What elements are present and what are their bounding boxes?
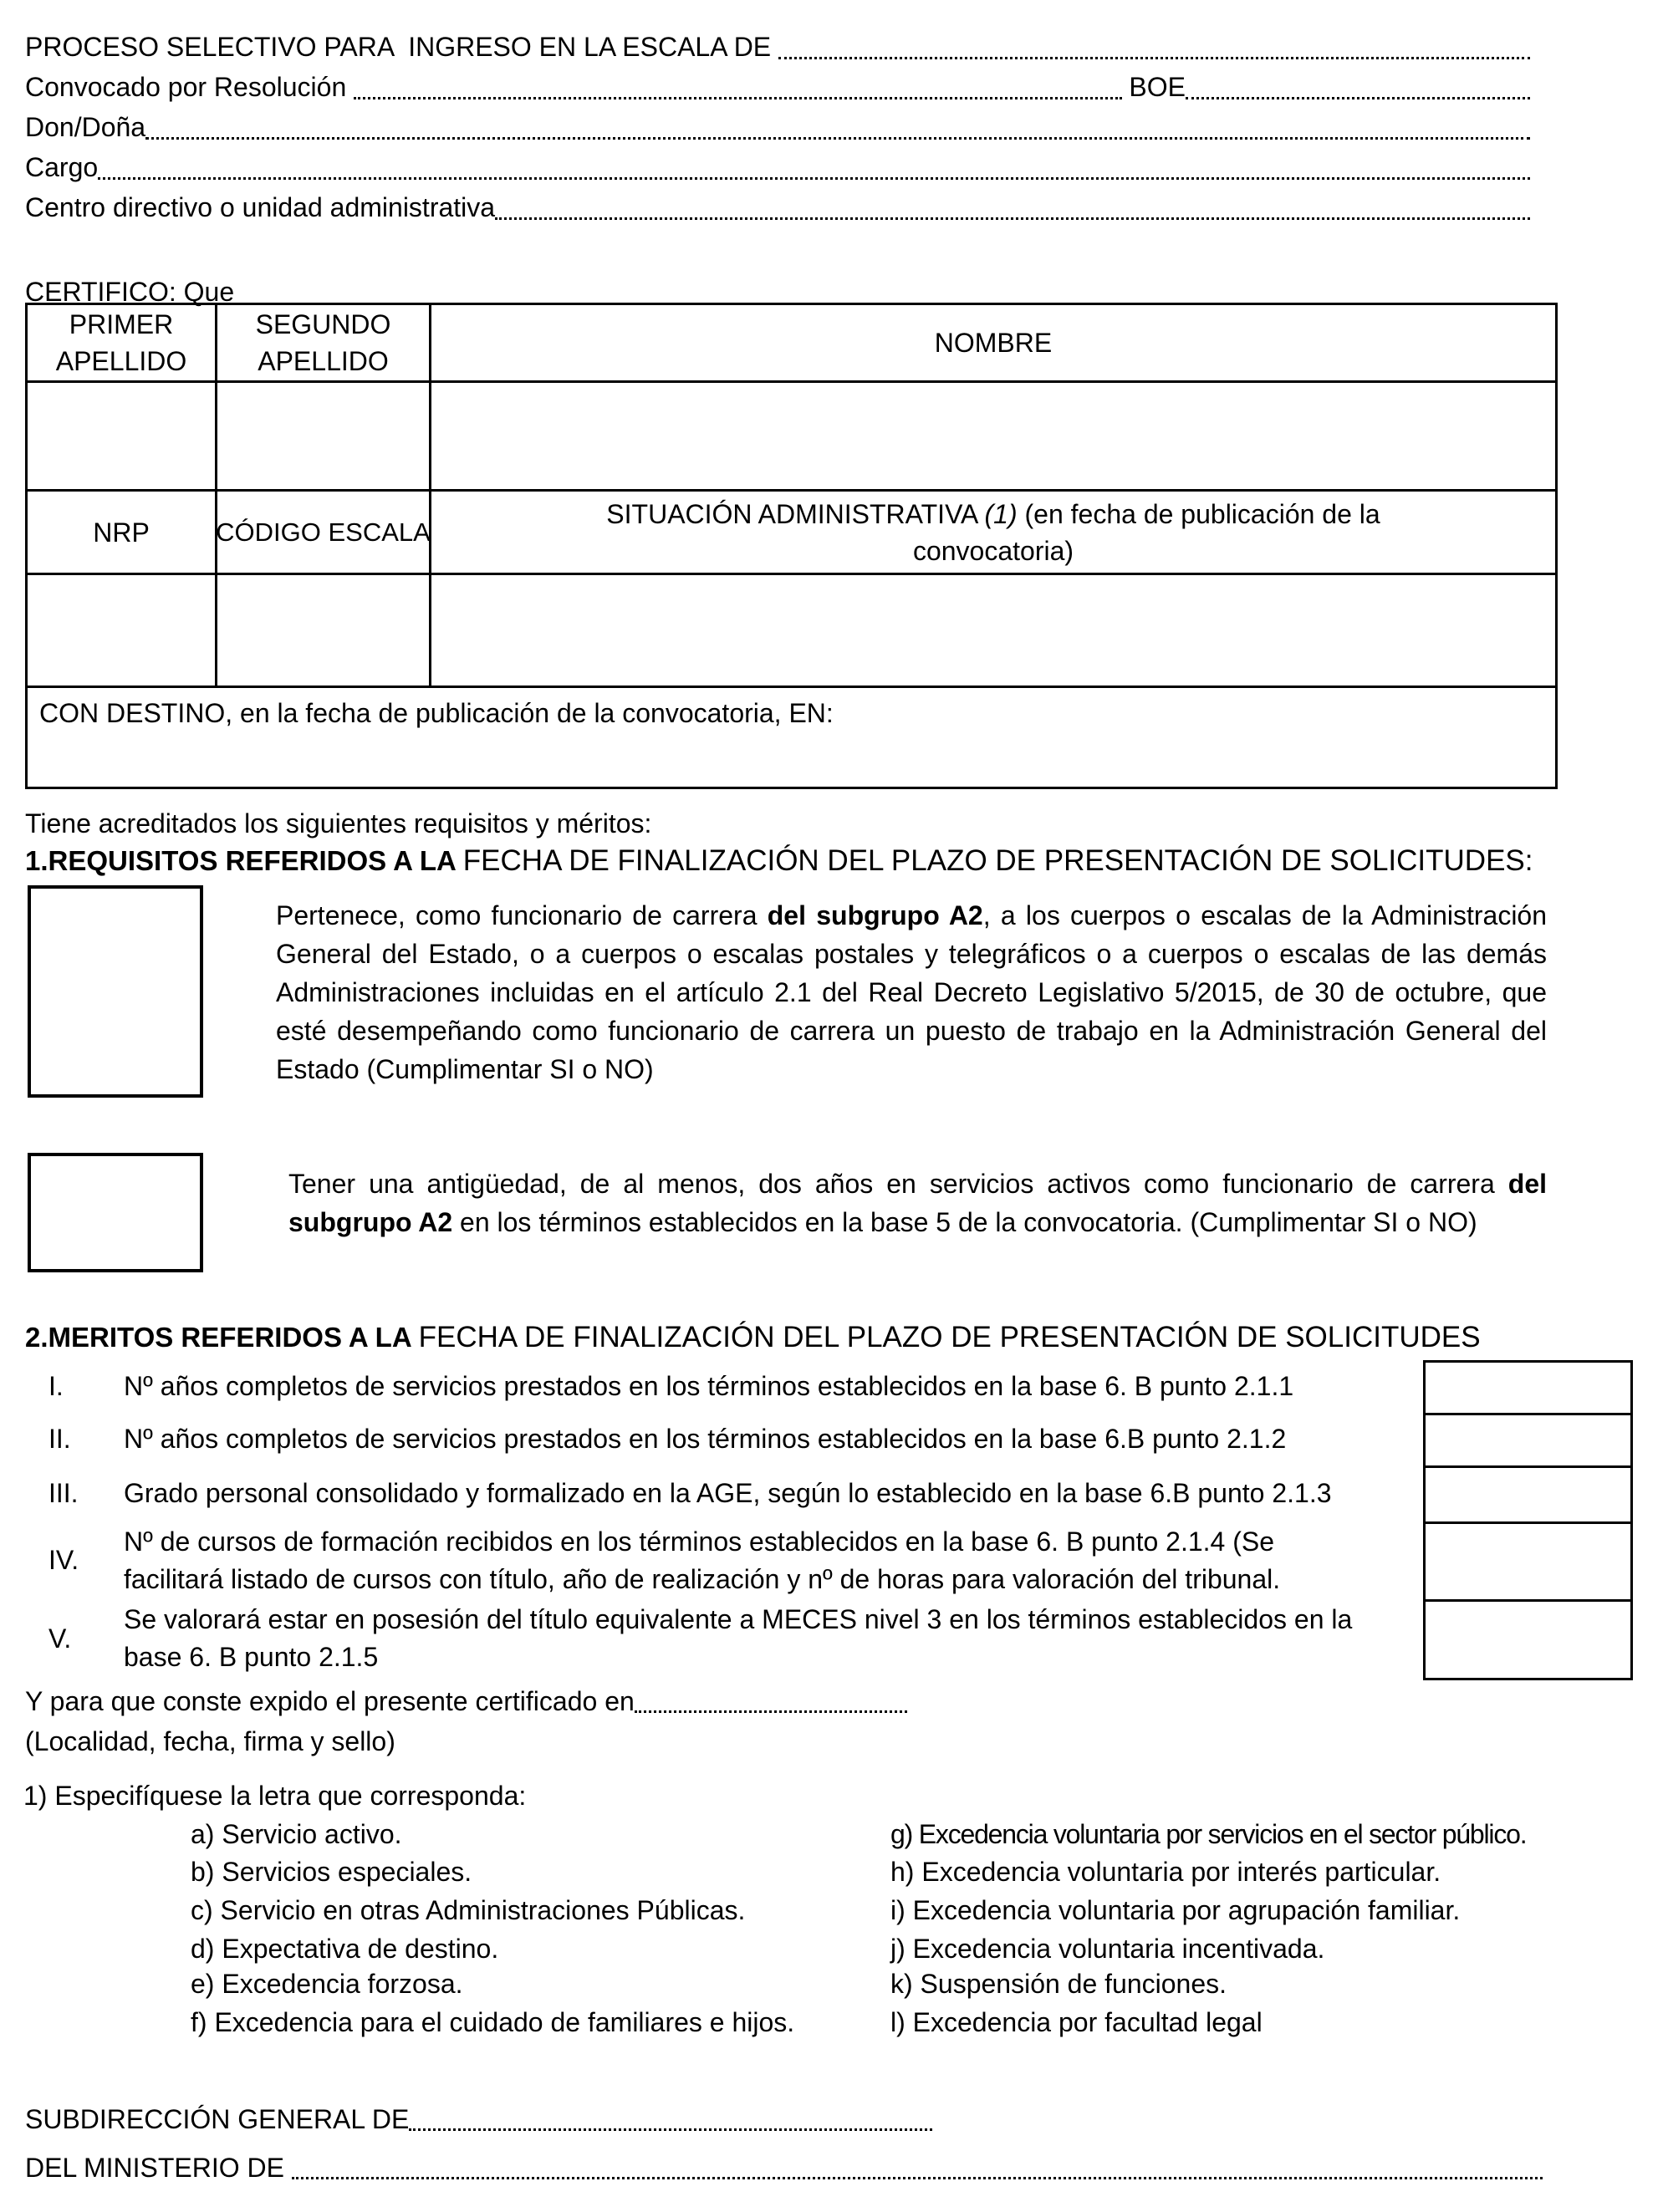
resolucion-fill-line[interactable] (354, 72, 1121, 99)
primer-apellido-cell[interactable] (28, 383, 217, 489)
codigo-escala-cell[interactable] (217, 575, 431, 686)
line-convocado (25, 67, 1530, 107)
closing-text: Y para que conste expido el presente certificado en (25, 1686, 635, 1716)
centro-label: Centro directivo o unidad administrativa (25, 192, 496, 222)
proceso-label: PROCESO SELECTIVO PARA INGRESO EN LA ESCALA DE (25, 32, 779, 62)
convocado-label: Convocado por Resolución (25, 72, 355, 102)
section2-heading-bold: 2.MERITOS REFERIDOS A LA (25, 1322, 419, 1353)
situacion-text: SITUACIÓN ADMINISTRATIVA (606, 498, 985, 529)
letters-row-1 (191, 1815, 1537, 1853)
merit-item-1 (23, 1360, 1403, 1413)
line-proceso (25, 27, 1530, 67)
letters-row-6 (191, 2003, 1537, 2041)
letter-j: j) Excedencia voluntaria incentivada. (890, 1934, 1325, 1964)
merit-boxes (1423, 1360, 1633, 1680)
req1-text-post: , a los cuerpos o escalas de la Administración General del Estado, o a cuerpos o escalas postales y telegráficos o a cuerpos o escalas de las demás Administraciones incluidas en el artículo 2.1 del Real Decreto Legislativo 5/2015, de 30 de octubre, que esté desempeñando como funcionario de carrera un puesto de trabajo en la Administración General del Estado (Cumplimentar SI o NO) (276, 900, 1548, 1084)
letter-f: f) Excedencia para el cuidado de familiares e hijos. (191, 2007, 795, 2037)
closing-line (25, 1682, 907, 1720)
req1-text-pre: Pertenece, como funcionario de carrera (276, 900, 768, 930)
nrp-cell[interactable] (28, 575, 217, 686)
certifico-heading: CERTIFICO: Que (25, 277, 235, 307)
centro-fill-line[interactable] (495, 192, 1530, 220)
merit-4-text: Nº de cursos de formación recibidos en los términos establecidos en la base 6. B punto 2.1.4 (Se facilitará listado de cursos con título, año de realización y nº de horas para valoración del tribunal. (124, 1526, 1281, 1594)
letter-g: g) Excedencia voluntaria por servicios en el sector público. (890, 1819, 1527, 1849)
cargo-label: Cargo (25, 152, 99, 182)
header-primer-apellido: PRIMER APELLIDO (28, 305, 217, 380)
section1-heading-bold: 1.REQUISITOS REFERIDOS A LA (25, 845, 463, 876)
escala-fill-line[interactable] (778, 32, 1530, 59)
letter-b: b) Servicios especiales. (191, 1857, 472, 1887)
req2-paragraph (288, 1165, 1547, 1241)
merit-5-numeral: V. (48, 1623, 72, 1654)
ministerio-label: DEL MINISTERIO DE (25, 2153, 292, 2183)
segundo-apellido-cell[interactable] (217, 383, 431, 489)
letters-row-2 (191, 1853, 1537, 1891)
letters-row-3 (191, 1891, 1537, 1929)
locality-line: (Localidad, fecha, firma y sello) (25, 1726, 395, 1756)
req1-paragraph (276, 896, 1547, 1088)
table-input-row-1 (28, 383, 1555, 492)
line-cargo (25, 147, 1530, 187)
intro-line: Tiene acreditados los siguientes requisitos y méritos: (25, 808, 652, 838)
table-header-row-2 (28, 492, 1555, 575)
section1-heading-rest: FECHA DE FINALIZACIÓN DEL PLAZO DE PRESENTACIÓN DE SOLICITUDES: (462, 844, 1533, 877)
merit-item-4 (23, 1521, 1403, 1599)
letter-l: l) Excedencia por facultad legal (890, 2007, 1263, 2037)
con-destino-cell[interactable]: CON DESTINO, en la fecha de publicación de la convocatoria, EN: (39, 698, 834, 728)
req2-text-post: en los términos establecidos en la base 5 de la convocatoria. (Cumplimentar SI o NO) (452, 1207, 1477, 1237)
merit-3-text: Grado personal consolidado y formalizado en la AGE, según lo establecido en la base 6.B punto 2.1.3 (124, 1478, 1332, 1508)
cargo-fill-line[interactable] (98, 152, 1530, 180)
applicant-table (25, 303, 1558, 789)
merit-1-text: Nº años completos de servicios prestados en los términos establecidos en la base 6. B punto 2.1.1 (124, 1371, 1294, 1401)
header-segundo-apellido: SEGUNDO APELLIDO (217, 305, 431, 380)
merit-4-numeral: IV. (48, 1545, 79, 1575)
ministerio-line (25, 2148, 1543, 2187)
situacion-text-2: (en fecha de publicación de la convocatoria) (912, 498, 1380, 566)
subdireccion-fill-line[interactable] (409, 2103, 932, 2131)
situacion-cell[interactable] (431, 575, 1555, 686)
header-situacion (431, 492, 1555, 573)
line-dondona (25, 107, 1530, 147)
req2-text-pre: Tener una antigüedad, de al menos, dos años en servicios activos como funcionario de carrera (288, 1169, 1508, 1199)
merit-2-numeral: II. (48, 1424, 71, 1454)
closing-fill-line[interactable] (635, 1685, 907, 1713)
table-header-row-1 (28, 305, 1555, 383)
merits-list (23, 1360, 1403, 1678)
letters-row-5 (191, 1965, 1537, 2003)
dondona-label: Don/Doña (25, 112, 146, 142)
merit-1-value-box[interactable] (1423, 1360, 1633, 1415)
letter-i: i) Excedencia voluntaria por agrupación familiar. (890, 1895, 1461, 1925)
merit-3-value-box[interactable] (1423, 1468, 1633, 1524)
merit-5-text: Se valorará estar en posesión del título equivalente a MECES nivel 3 en los términos establecidos en la base 6. B punto 2.1.5 (124, 1604, 1353, 1672)
letter-a: a) Servicio activo. (191, 1819, 402, 1849)
subdireccion-line (25, 2100, 932, 2138)
req1-checkbox[interactable] (28, 885, 203, 1098)
header-codigo-escala: CÓDIGO ESCALA (217, 492, 431, 573)
letter-e: e) Excedencia forzosa. (191, 1969, 463, 1999)
line-centro (25, 187, 1530, 227)
boe-fill-line[interactable] (1186, 72, 1530, 99)
section2-heading (25, 1319, 1481, 1362)
top-fill-lines (25, 27, 1530, 227)
req1-text-bold: del subgrupo A2 (767, 900, 983, 930)
subdireccion-label: SUBDIRECCIÓN GENERAL DE (25, 2104, 410, 2134)
letter-h: h) Excedencia voluntaria por interés particular. (890, 1857, 1441, 1887)
merit-4-value-box[interactable] (1423, 1524, 1633, 1602)
nombre-cell[interactable] (431, 383, 1555, 489)
letters-row-4 (191, 1929, 1537, 1968)
merit-item-3 (23, 1465, 1403, 1521)
letter-c: c) Servicio en otras Administraciones Públicas. (191, 1895, 746, 1925)
merit-2-value-box[interactable] (1423, 1415, 1633, 1468)
boe-label: BOE (1121, 72, 1186, 102)
table-destino-row (28, 688, 1555, 787)
section2-heading-rest: FECHA DE FINALIZACIÓN DEL PLAZO DE PRESENTACIÓN DE SOLICITUDES (418, 1321, 1481, 1353)
header-nombre: NOMBRE (934, 328, 1053, 358)
table-input-row-2 (28, 575, 1555, 688)
note-title: 1) Especifíquese la letra que corresponda: (23, 1781, 527, 1811)
merit-3-numeral: III. (48, 1478, 79, 1508)
section1-heading (25, 843, 1533, 885)
merit-2-text: Nº años completos de servicios prestados en los términos establecidos en la base 6.B punto 2.1.2 (124, 1424, 1287, 1454)
ministerio-fill-line[interactable] (292, 2152, 1543, 2179)
merit-item-2 (23, 1413, 1403, 1465)
merit-1-numeral: I. (48, 1371, 64, 1401)
merit-5-value-box[interactable] (1423, 1602, 1633, 1680)
letter-d: d) Expectativa de destino. (191, 1934, 499, 1964)
situacion-ref-1: (1) (984, 498, 1018, 529)
req2-checkbox[interactable] (28, 1153, 203, 1272)
header-nrp: NRP (28, 492, 217, 573)
req2-text-bold: del subgrupo A2 (288, 1169, 1547, 1237)
dondona-fill-line[interactable] (145, 112, 1530, 140)
merit-item-5 (23, 1599, 1403, 1678)
letter-k: k) Suspensión de funciones. (890, 1969, 1227, 1999)
